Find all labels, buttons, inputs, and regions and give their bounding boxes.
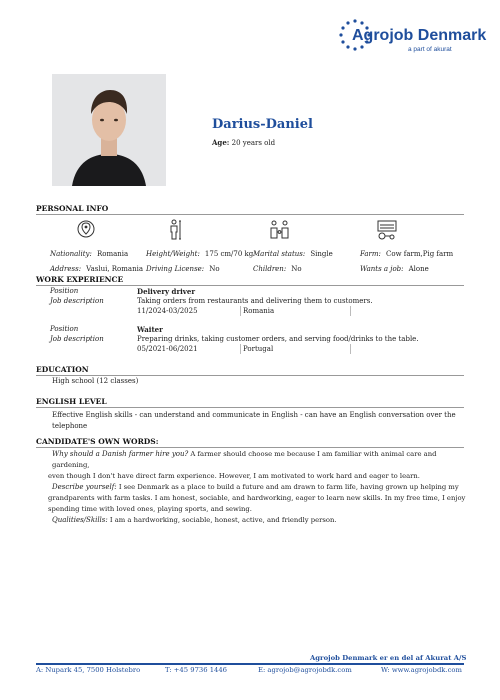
footer-email-link[interactable]: E: agrojob@agrojobdk.com (258, 666, 352, 674)
english-text (52, 410, 472, 432)
info-column-1 (50, 245, 143, 275)
logo-tagline: a part of akurat (408, 46, 452, 53)
footer-company: Agrojob Denmark er en del af Akurat A/S (310, 654, 467, 662)
question-2: Describe yourself: (52, 483, 117, 491)
info-column-3 (253, 245, 333, 275)
job-2-desc-label: Job description (50, 335, 104, 343)
answer-2-line-3: spending time with loved ones, playing sports, and sewing. (48, 505, 252, 513)
job-2-dates: 05/2021-06/2021 (137, 345, 198, 353)
divider (240, 344, 241, 354)
nationality-value: Romania (96, 250, 129, 258)
info-column-2 (146, 245, 253, 275)
job-2-country: Portugal (243, 345, 274, 353)
job-2-description: Preparing drinks, taking customer orders, and serving food/drinks to the table. (137, 335, 419, 343)
job-1-position: Delivery driver (137, 287, 196, 296)
children-label: Children: (253, 265, 287, 273)
divider (240, 306, 241, 316)
section-divider (36, 285, 464, 286)
age-value: 20 years old (231, 139, 276, 147)
work-experience-heading: WORK EXPERIENCE (36, 275, 124, 284)
job-1-country: Romania (243, 307, 275, 315)
driving-license-label: Driving License: (146, 265, 205, 273)
nationality-label: Nationality: (50, 250, 92, 258)
job-1-description: Taking orders from restaurants and delivering them to customers. (137, 297, 373, 305)
farm-label: Farm: (360, 250, 381, 258)
job-1-dates: 11/2024-03/2025 (137, 307, 198, 315)
marital-status-label: Marital status: (253, 250, 306, 258)
footer-address: A: Nupark 45, 7500 Holstebro (36, 666, 141, 674)
height-weight-label: Height/Weight: (146, 250, 200, 258)
job-2-position-label: Position (50, 325, 79, 333)
english-line-1: Effective English skills - can understand and communicate in English - can have an English conversation over the (52, 411, 456, 419)
answer-2-line-1: I see Denmark as a place to build a future and am drawn to farm life, having grown up helping my (116, 483, 459, 491)
english-heading: ENGLISH LEVEL (36, 397, 107, 406)
footer-web-link[interactable]: W: www.agrojobdk.com (381, 666, 462, 674)
question-1: Why should a Danish farmer hire you? (52, 450, 189, 458)
footer-phone: T: +45 9736 1446 (165, 666, 228, 674)
candidate-name: Darius-Daniel (212, 117, 313, 132)
marital-status-value: Single (310, 250, 333, 258)
answer-3: I am a hardworking, sociable, honest, active, and friendly person. (107, 516, 337, 524)
section-divider (36, 214, 464, 215)
wants-job-label: Wants a job: (360, 265, 404, 273)
candidate-photo (52, 74, 166, 186)
job-2-position: Waiter (137, 325, 163, 334)
location-pin-icon (76, 219, 96, 241)
job-1-position-label: Position (50, 287, 79, 295)
address-label: Address: (50, 265, 82, 273)
height-weight-value: 175 cm/70 kg (204, 250, 254, 258)
divider (350, 306, 351, 316)
english-line-2: telephone (52, 422, 88, 430)
children-value: No (291, 265, 302, 273)
driving-license-value: No (209, 265, 220, 273)
education-text: High school (12 classes) (52, 377, 139, 385)
divider (350, 344, 351, 354)
footer-divider (36, 663, 464, 665)
section-divider (36, 407, 464, 408)
candidate-age (212, 138, 275, 147)
own-words-heading: CANDIDATE'S OWN WORDS: (36, 437, 159, 446)
farm-value: Cow farm,Pig farm (386, 250, 454, 258)
age-label: Age: (212, 138, 230, 147)
info-column-4 (360, 245, 453, 275)
farm-tractor-icon (376, 219, 398, 241)
section-divider (36, 447, 464, 448)
wants-job-value: Alone (408, 265, 429, 273)
section-divider (36, 375, 464, 376)
answer-1-line-2: even though I don't have direct farm experience. However, I am motivated to work hard and eager to learn. (48, 472, 420, 480)
question-3: Qualities/Skills: (52, 516, 108, 524)
job-1-desc-label: Job description (50, 297, 104, 305)
answer-1-line-1: A farmer should choose me because I am familiar with animal care and gardening, (52, 450, 437, 469)
own-words-text (48, 449, 472, 526)
person-height-icon (164, 219, 184, 241)
answer-2-line-2: grandparents with farm tasks. I am honest, sociable, and hardworking, eager to learn new skills. In my free time, I enjoy (48, 494, 466, 502)
education-heading: EDUCATION (36, 365, 89, 374)
family-icon (268, 219, 292, 241)
personal-info-heading: PERSONAL INFO (36, 204, 109, 213)
address-value: Vaslui, Romania (86, 265, 143, 273)
logo-brand: Agrojob Denmark (352, 27, 487, 44)
